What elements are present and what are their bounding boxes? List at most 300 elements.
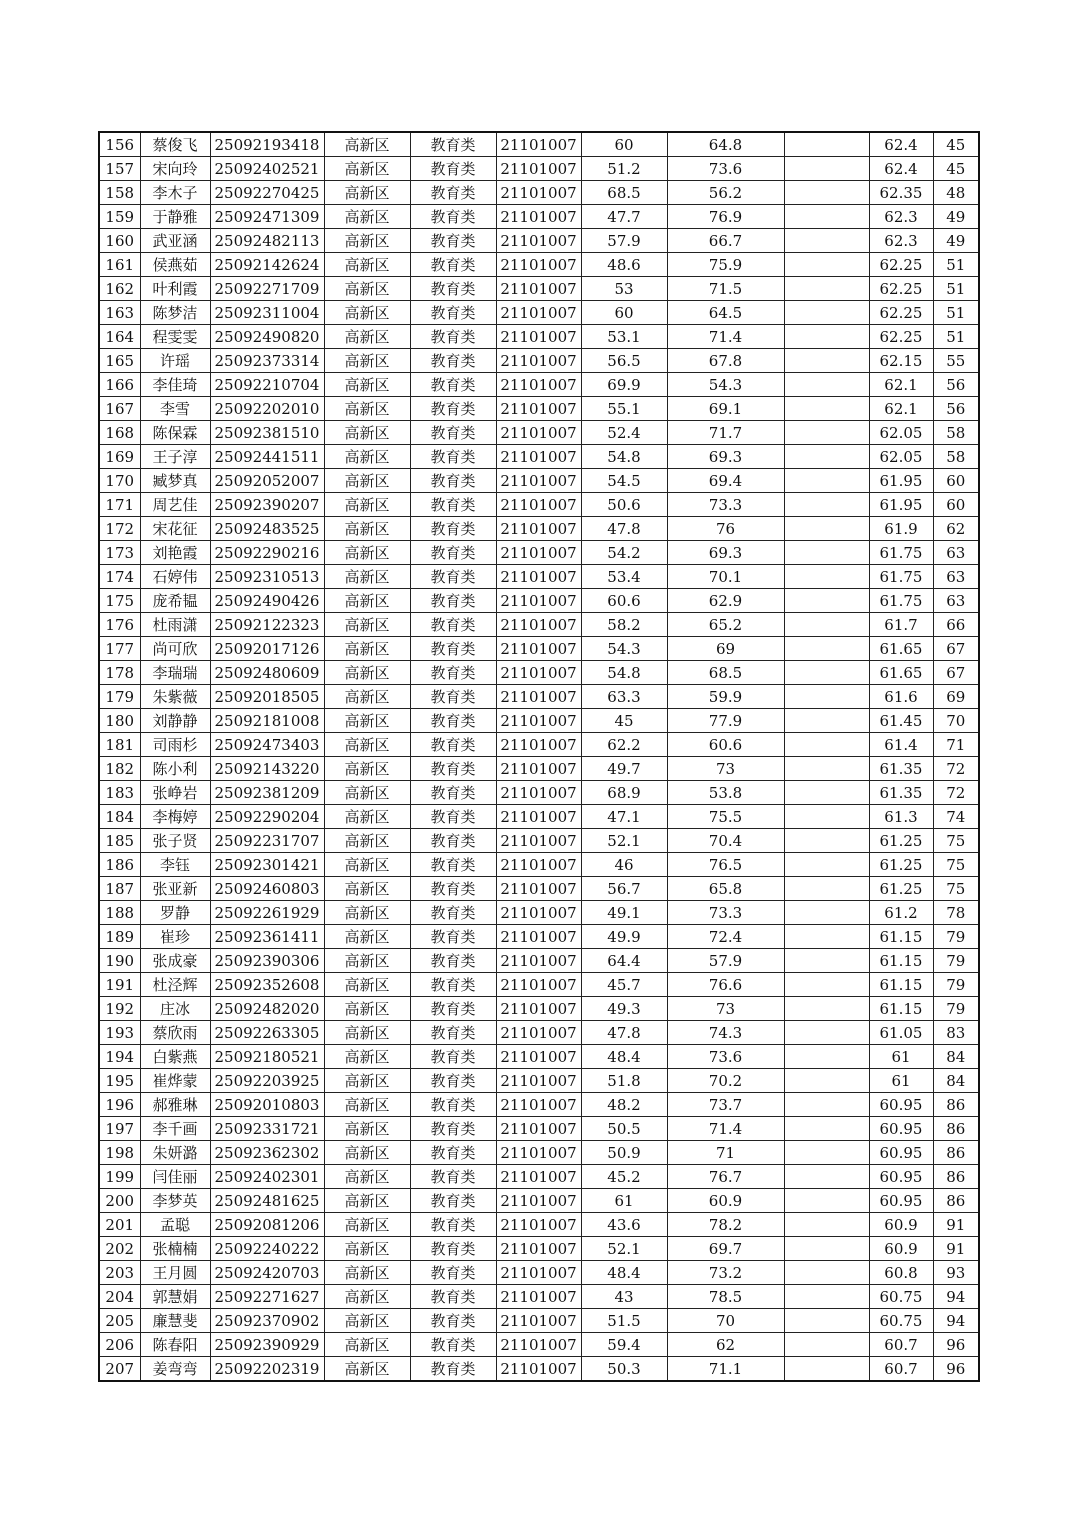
cell-name: 廉慧斐	[140, 1309, 210, 1333]
cell-total-score: 61.35	[869, 757, 933, 781]
cell-score-2: 74.3	[667, 1021, 784, 1045]
cell-score-1: 60	[581, 301, 667, 325]
table-row	[99, 1285, 979, 1309]
cell-exam-id: 25092290204	[210, 805, 324, 829]
cell-score-2: 69	[667, 637, 784, 661]
cell-total-score: 61.15	[869, 973, 933, 997]
cell-unit: 高新区	[324, 493, 410, 517]
cell-rank: 48	[933, 181, 979, 205]
cell-row-number: 187	[99, 877, 140, 901]
cell-rank: 56	[933, 373, 979, 397]
cell-score-1: 57.9	[581, 229, 667, 253]
cell-total-score: 62.05	[869, 421, 933, 445]
cell-post-code: 21101007	[496, 157, 581, 181]
cell-name: 张楠楠	[140, 1237, 210, 1261]
cell-exam-id: 25092402301	[210, 1165, 324, 1189]
cell-post-code: 21101007	[496, 613, 581, 637]
cell-total-score: 61.75	[869, 565, 933, 589]
cell-note	[784, 1213, 869, 1237]
cell-name: 陈保霖	[140, 421, 210, 445]
cell-unit: 高新区	[324, 1237, 410, 1261]
cell-post-code: 21101007	[496, 637, 581, 661]
cell-score-2: 62	[667, 1333, 784, 1357]
cell-total-score: 60.9	[869, 1213, 933, 1237]
cell-note	[784, 877, 869, 901]
cell-rank: 58	[933, 421, 979, 445]
cell-rank: 60	[933, 493, 979, 517]
cell-score-2: 70.4	[667, 829, 784, 853]
cell-score-1: 47.8	[581, 1021, 667, 1045]
cell-name: 李千画	[140, 1117, 210, 1141]
table-row	[99, 1021, 979, 1045]
cell-note	[784, 181, 869, 205]
cell-exam-id: 25092143220	[210, 757, 324, 781]
cell-name: 石婷伟	[140, 565, 210, 589]
cell-name: 李钰	[140, 853, 210, 877]
cell-note	[784, 301, 869, 325]
cell-note	[784, 229, 869, 253]
cell-total-score: 61.45	[869, 709, 933, 733]
table-row	[99, 709, 979, 733]
cell-total-score: 61.9	[869, 517, 933, 541]
cell-rank: 94	[933, 1285, 979, 1309]
cell-score-1: 60	[581, 132, 667, 157]
cell-unit: 高新区	[324, 229, 410, 253]
cell-score-2: 60.6	[667, 733, 784, 757]
cell-row-number: 169	[99, 445, 140, 469]
cell-name: 侯燕茹	[140, 253, 210, 277]
cell-name: 周艺佳	[140, 493, 210, 517]
cell-name: 蔡俊飞	[140, 132, 210, 157]
cell-unit: 高新区	[324, 397, 410, 421]
table-row	[99, 661, 979, 685]
cell-row-number: 192	[99, 997, 140, 1021]
cell-score-2: 68.5	[667, 661, 784, 685]
cell-exam-id: 25092441511	[210, 445, 324, 469]
cell-exam-id: 25092390207	[210, 493, 324, 517]
cell-rank: 84	[933, 1069, 979, 1093]
cell-note	[784, 421, 869, 445]
table-row	[99, 613, 979, 637]
cell-rank: 72	[933, 781, 979, 805]
cell-rank: 74	[933, 805, 979, 829]
cell-exam-id: 25092142624	[210, 253, 324, 277]
cell-unit: 高新区	[324, 1069, 410, 1093]
cell-note	[784, 949, 869, 973]
cell-rank: 58	[933, 445, 979, 469]
cell-exam-id: 25092310513	[210, 565, 324, 589]
cell-note	[784, 1069, 869, 1093]
cell-total-score: 62.3	[869, 229, 933, 253]
cell-row-number: 157	[99, 157, 140, 181]
cell-row-number: 200	[99, 1189, 140, 1213]
cell-total-score: 62.05	[869, 445, 933, 469]
table-row	[99, 829, 979, 853]
cell-row-number: 163	[99, 301, 140, 325]
cell-score-1: 52.1	[581, 829, 667, 853]
cell-rank: 49	[933, 205, 979, 229]
table-row	[99, 565, 979, 589]
table-row	[99, 1045, 979, 1069]
cell-exam-id: 25092202010	[210, 397, 324, 421]
cell-rank: 75	[933, 853, 979, 877]
table-row	[99, 733, 979, 757]
cell-score-1: 59.4	[581, 1333, 667, 1357]
table-row	[99, 589, 979, 613]
cell-unit: 高新区	[324, 1045, 410, 1069]
cell-score-1: 64.4	[581, 949, 667, 973]
cell-row-number: 186	[99, 853, 140, 877]
cell-name: 李雪	[140, 397, 210, 421]
cell-post-code: 21101007	[496, 973, 581, 997]
cell-row-number: 174	[99, 565, 140, 589]
cell-rank: 94	[933, 1309, 979, 1333]
cell-rank: 67	[933, 661, 979, 685]
cell-row-number: 159	[99, 205, 140, 229]
cell-unit: 高新区	[324, 421, 410, 445]
cell-category: 教育类	[410, 1237, 496, 1261]
cell-total-score: 61.15	[869, 949, 933, 973]
cell-category: 教育类	[410, 1213, 496, 1237]
cell-score-2: 73	[667, 997, 784, 1021]
table-row	[99, 757, 979, 781]
cell-post-code: 21101007	[496, 1069, 581, 1093]
cell-name: 刘艳霞	[140, 541, 210, 565]
cell-score-2: 56.2	[667, 181, 784, 205]
cell-score-1: 63.3	[581, 685, 667, 709]
cell-name: 许瑶	[140, 349, 210, 373]
cell-exam-id: 25092381510	[210, 421, 324, 445]
cell-post-code: 21101007	[496, 877, 581, 901]
cell-exam-id: 25092420703	[210, 1261, 324, 1285]
cell-total-score: 61.15	[869, 925, 933, 949]
cell-total-score: 62.3	[869, 205, 933, 229]
cell-category: 教育类	[410, 157, 496, 181]
table-row	[99, 1189, 979, 1213]
cell-category: 教育类	[410, 397, 496, 421]
cell-category: 教育类	[410, 901, 496, 925]
cell-score-1: 68.5	[581, 181, 667, 205]
cell-name: 宋花征	[140, 517, 210, 541]
cell-total-score: 61.7	[869, 613, 933, 637]
cell-unit: 高新区	[324, 325, 410, 349]
cell-exam-id: 25092010803	[210, 1093, 324, 1117]
cell-score-1: 54.5	[581, 469, 667, 493]
cell-score-1: 53	[581, 277, 667, 301]
table-row	[99, 445, 979, 469]
cell-unit: 高新区	[324, 1333, 410, 1357]
table-row	[99, 1309, 979, 1333]
cell-exam-id: 25092081206	[210, 1213, 324, 1237]
cell-category: 教育类	[410, 829, 496, 853]
cell-name: 李梦英	[140, 1189, 210, 1213]
cell-score-1: 45.7	[581, 973, 667, 997]
cell-score-2: 78.5	[667, 1285, 784, 1309]
cell-category: 教育类	[410, 1261, 496, 1285]
cell-exam-id: 25092373314	[210, 349, 324, 373]
cell-unit: 高新区	[324, 181, 410, 205]
cell-note	[784, 613, 869, 637]
cell-note	[784, 1117, 869, 1141]
cell-exam-id: 25092390929	[210, 1333, 324, 1357]
cell-post-code: 21101007	[496, 853, 581, 877]
cell-exam-id: 25092480609	[210, 661, 324, 685]
cell-exam-id: 25092181008	[210, 709, 324, 733]
cell-name: 朱紫薇	[140, 685, 210, 709]
cell-exam-id: 25092331721	[210, 1117, 324, 1141]
cell-score-1: 55.1	[581, 397, 667, 421]
cell-exam-id: 25092301421	[210, 853, 324, 877]
cell-name: 郭慧娟	[140, 1285, 210, 1309]
cell-rank: 63	[933, 565, 979, 589]
cell-category: 教育类	[410, 805, 496, 829]
cell-post-code: 21101007	[496, 469, 581, 493]
cell-name: 陈小利	[140, 757, 210, 781]
cell-score-2: 64.5	[667, 301, 784, 325]
cell-note	[784, 1333, 869, 1357]
cell-row-number: 189	[99, 925, 140, 949]
cell-score-1: 45	[581, 709, 667, 733]
cell-category: 教育类	[410, 925, 496, 949]
cell-note	[784, 1261, 869, 1285]
cell-score-2: 76.9	[667, 205, 784, 229]
cell-score-2: 71.7	[667, 421, 784, 445]
cell-name: 李梅婷	[140, 805, 210, 829]
cell-unit: 高新区	[324, 685, 410, 709]
cell-score-2: 53.8	[667, 781, 784, 805]
cell-unit: 高新区	[324, 781, 410, 805]
cell-note	[784, 997, 869, 1021]
cell-exam-id: 25092473403	[210, 733, 324, 757]
cell-total-score: 62.25	[869, 277, 933, 301]
cell-note	[784, 709, 869, 733]
cell-score-1: 48.4	[581, 1045, 667, 1069]
cell-category: 教育类	[410, 205, 496, 229]
table-row	[99, 229, 979, 253]
cell-post-code: 21101007	[496, 901, 581, 925]
cell-row-number: 201	[99, 1213, 140, 1237]
cell-category: 教育类	[410, 685, 496, 709]
cell-exam-id: 25092370902	[210, 1309, 324, 1333]
cell-name: 朱妍潞	[140, 1141, 210, 1165]
cell-category: 教育类	[410, 277, 496, 301]
cell-unit: 高新区	[324, 973, 410, 997]
cell-rank: 86	[933, 1141, 979, 1165]
cell-category: 教育类	[410, 709, 496, 733]
cell-row-number: 179	[99, 685, 140, 709]
cell-score-1: 48.6	[581, 253, 667, 277]
cell-note	[784, 757, 869, 781]
cell-post-code: 21101007	[496, 1189, 581, 1213]
cell-total-score: 62.1	[869, 373, 933, 397]
cell-category: 教育类	[410, 445, 496, 469]
table-row	[99, 205, 979, 229]
cell-rank: 86	[933, 1189, 979, 1213]
cell-note	[784, 1309, 869, 1333]
table-row	[99, 1117, 979, 1141]
cell-exam-id: 25092263305	[210, 1021, 324, 1045]
cell-unit: 高新区	[324, 1189, 410, 1213]
cell-total-score: 62.4	[869, 157, 933, 181]
cell-score-1: 56.5	[581, 349, 667, 373]
cell-note	[784, 1021, 869, 1045]
cell-exam-id: 25092270425	[210, 181, 324, 205]
cell-row-number: 164	[99, 325, 140, 349]
cell-post-code: 21101007	[496, 1213, 581, 1237]
cell-exam-id: 25092381209	[210, 781, 324, 805]
cell-name: 姜弯弯	[140, 1357, 210, 1382]
table-row	[99, 157, 979, 181]
cell-category: 教育类	[410, 613, 496, 637]
cell-note	[784, 973, 869, 997]
cell-exam-id: 25092052007	[210, 469, 324, 493]
cell-category: 教育类	[410, 181, 496, 205]
cell-category: 教育类	[410, 517, 496, 541]
cell-score-1: 49.3	[581, 997, 667, 1021]
table-row	[99, 421, 979, 445]
cell-score-1: 60.6	[581, 589, 667, 613]
cell-total-score: 62.1	[869, 397, 933, 421]
cell-rank: 91	[933, 1213, 979, 1237]
score-table-body	[99, 132, 979, 1381]
cell-category: 教育类	[410, 1333, 496, 1357]
cell-rank: 93	[933, 1261, 979, 1285]
cell-row-number: 198	[99, 1141, 140, 1165]
cell-post-code: 21101007	[496, 589, 581, 613]
cell-total-score: 61.25	[869, 829, 933, 853]
cell-note	[784, 685, 869, 709]
cell-rank: 79	[933, 925, 979, 949]
cell-note	[784, 205, 869, 229]
cell-rank: 56	[933, 397, 979, 421]
cell-rank: 96	[933, 1357, 979, 1382]
cell-post-code: 21101007	[496, 829, 581, 853]
cell-unit: 高新区	[324, 1141, 410, 1165]
cell-row-number: 185	[99, 829, 140, 853]
cell-score-1: 48.4	[581, 1261, 667, 1285]
cell-unit: 高新区	[324, 1309, 410, 1333]
cell-name: 白紫燕	[140, 1045, 210, 1069]
cell-note	[784, 733, 869, 757]
cell-post-code: 21101007	[496, 541, 581, 565]
cell-unit: 高新区	[324, 1213, 410, 1237]
cell-exam-id: 25092490820	[210, 325, 324, 349]
cell-exam-id: 25092290216	[210, 541, 324, 565]
cell-row-number: 182	[99, 757, 140, 781]
table-row	[99, 1333, 979, 1357]
cell-total-score: 62.25	[869, 301, 933, 325]
cell-note	[784, 1165, 869, 1189]
cell-unit: 高新区	[324, 1357, 410, 1382]
cell-unit: 高新区	[324, 277, 410, 301]
table-row	[99, 1237, 979, 1261]
cell-unit: 高新区	[324, 301, 410, 325]
cell-name: 李瑞瑞	[140, 661, 210, 685]
cell-rank: 83	[933, 1021, 979, 1045]
cell-total-score: 61.65	[869, 661, 933, 685]
cell-name: 孟聪	[140, 1213, 210, 1237]
cell-post-code: 21101007	[496, 1165, 581, 1189]
cell-row-number: 175	[99, 589, 140, 613]
cell-note	[784, 1141, 869, 1165]
cell-exam-id: 25092390306	[210, 949, 324, 973]
cell-rank: 51	[933, 325, 979, 349]
cell-note	[784, 781, 869, 805]
cell-unit: 高新区	[324, 1117, 410, 1141]
cell-rank: 49	[933, 229, 979, 253]
cell-name: 蔡欣雨	[140, 1021, 210, 1045]
cell-category: 教育类	[410, 1285, 496, 1309]
cell-name: 杜雨潇	[140, 613, 210, 637]
cell-post-code: 21101007	[496, 349, 581, 373]
cell-total-score: 61.75	[869, 589, 933, 613]
cell-rank: 75	[933, 877, 979, 901]
cell-exam-id: 25092402521	[210, 157, 324, 181]
cell-post-code: 21101007	[496, 1093, 581, 1117]
cell-row-number: 202	[99, 1237, 140, 1261]
cell-post-code: 21101007	[496, 397, 581, 421]
cell-rank: 45	[933, 132, 979, 157]
cell-exam-id: 25092352608	[210, 973, 324, 997]
cell-category: 教育类	[410, 421, 496, 445]
cell-exam-id: 25092231707	[210, 829, 324, 853]
cell-category: 教育类	[410, 132, 496, 157]
cell-name: 李木子	[140, 181, 210, 205]
cell-post-code: 21101007	[496, 229, 581, 253]
cell-category: 教育类	[410, 733, 496, 757]
cell-category: 教育类	[410, 1309, 496, 1333]
cell-name: 刘静静	[140, 709, 210, 733]
cell-exam-id: 25092203925	[210, 1069, 324, 1093]
cell-score-1: 50.6	[581, 493, 667, 517]
cell-name: 陈春阳	[140, 1333, 210, 1357]
cell-score-1: 52.4	[581, 421, 667, 445]
cell-total-score: 61.65	[869, 637, 933, 661]
cell-total-score: 60.9	[869, 1237, 933, 1261]
cell-post-code: 21101007	[496, 565, 581, 589]
cell-post-code: 21101007	[496, 325, 581, 349]
cell-row-number: 165	[99, 349, 140, 373]
table-row	[99, 637, 979, 661]
cell-score-1: 49.7	[581, 757, 667, 781]
cell-unit: 高新区	[324, 1261, 410, 1285]
cell-rank: 79	[933, 973, 979, 997]
table-row	[99, 781, 979, 805]
cell-row-number: 176	[99, 613, 140, 637]
cell-rank: 51	[933, 277, 979, 301]
cell-exam-id: 25092490426	[210, 589, 324, 613]
cell-unit: 高新区	[324, 901, 410, 925]
cell-unit: 高新区	[324, 997, 410, 1021]
cell-category: 教育类	[410, 661, 496, 685]
cell-row-number: 162	[99, 277, 140, 301]
cell-score-2: 71.4	[667, 325, 784, 349]
cell-unit: 高新区	[324, 661, 410, 685]
cell-post-code: 21101007	[496, 781, 581, 805]
cell-score-1: 54.8	[581, 661, 667, 685]
cell-total-score: 62.25	[869, 253, 933, 277]
cell-category: 教育类	[410, 757, 496, 781]
cell-category: 教育类	[410, 1165, 496, 1189]
cell-score-2: 65.8	[667, 877, 784, 901]
cell-rank: 86	[933, 1093, 979, 1117]
table-row	[99, 805, 979, 829]
cell-unit: 高新区	[324, 253, 410, 277]
cell-note	[784, 277, 869, 301]
cell-rank: 79	[933, 997, 979, 1021]
cell-row-number: 181	[99, 733, 140, 757]
cell-total-score: 62.4	[869, 132, 933, 157]
